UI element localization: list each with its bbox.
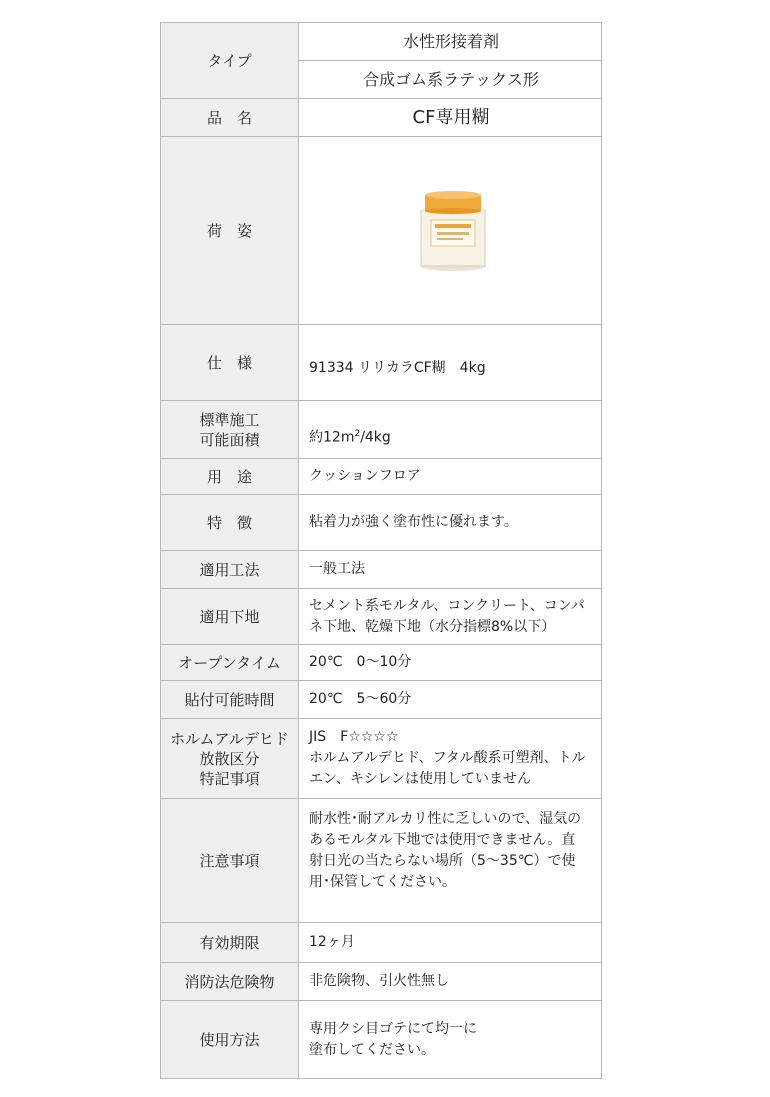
method-label: 適用工法	[161, 551, 299, 589]
feature-label: 特 徴	[161, 495, 299, 551]
formaldehyde-label-line3: 特記事項	[199, 769, 260, 788]
table-row	[161, 923, 602, 963]
table-row	[161, 551, 602, 589]
caution-value-line2: あるモルタル下地では使用できません。直	[309, 832, 576, 848]
table-row	[161, 401, 602, 459]
table-row	[161, 1001, 602, 1079]
caution-value-line1: 耐水性･耐アルカリ性に乏しいので、湿気の	[309, 811, 582, 827]
table-row	[161, 325, 602, 401]
table-row	[161, 589, 602, 645]
package-label: 荷 姿	[161, 137, 299, 325]
coverage-value	[299, 401, 602, 459]
usage-value: クッションフロア	[299, 459, 602, 495]
substrate-label: 適用下地	[161, 589, 299, 645]
table-row	[161, 495, 602, 551]
formaldehyde-value-line1: JIS F☆☆☆☆	[309, 729, 399, 745]
spec-label: 仕 様	[161, 325, 299, 401]
caution-value-line3: 射日光の当たらない場所（5〜35℃）で使	[309, 853, 576, 869]
table-row	[161, 459, 602, 495]
expiry-label: 有効期限	[161, 923, 299, 963]
table-row	[161, 645, 602, 681]
caution-value	[299, 799, 602, 923]
coverage-value-sup: 2	[354, 429, 361, 440]
table-row	[161, 23, 602, 61]
table-row	[161, 99, 602, 137]
adhesive-bucket-icon	[419, 190, 487, 272]
formaldehyde-label	[161, 719, 299, 799]
table-row	[161, 719, 602, 799]
how-to-use-value	[299, 1001, 602, 1079]
substrate-value-line1: セメント系モルタル、コンクリート、コンパ	[309, 597, 585, 614]
type-value-2: 合成ゴム系ラテックス形	[299, 61, 602, 99]
method-value: 一般工法	[299, 551, 602, 589]
coverage-value-suffix: /4kg	[360, 429, 391, 446]
usage-label: 用 途	[161, 459, 299, 495]
substrate-value	[299, 589, 602, 645]
adhesive-container-image	[299, 138, 601, 324]
package-image-cell	[299, 137, 602, 325]
type-label: タイプ	[161, 23, 299, 99]
bond-time-label: 貼付可能時間	[161, 681, 299, 719]
name-value: CF専用糊	[299, 99, 602, 137]
formaldehyde-value	[299, 719, 602, 799]
spec-value: 91334 リリカラCF糊 4kg	[299, 325, 602, 401]
formaldehyde-value-line2: ホルムアルデヒド、フタル酸系可塑剤、トル	[309, 750, 586, 766]
table-row	[161, 681, 602, 719]
name-label: 品 名	[161, 99, 299, 137]
open-time-label: オープンタイム	[161, 645, 299, 681]
product-spec-table	[160, 22, 602, 1079]
how-to-use-label: 使用方法	[161, 1001, 299, 1079]
type-value-1: 水性形接着剤	[299, 23, 602, 61]
coverage-label	[161, 401, 299, 459]
coverage-label-line2: 可能面積	[199, 430, 260, 449]
expiry-value: 12ヶ月	[299, 923, 602, 963]
table-row	[161, 799, 602, 923]
feature-value: 粘着力が強く塗布性に優れます。	[299, 495, 602, 551]
open-time-value: 20℃ 0〜10分	[299, 645, 602, 681]
fire-law-label: 消防法危険物	[161, 963, 299, 1001]
substrate-value-line2: ネ下地、乾燥下地（水分指標8%以下）	[309, 618, 556, 635]
formaldehyde-label-line1: ホルムアルデヒド	[170, 729, 289, 748]
formaldehyde-label-line2: 放散区分	[199, 749, 260, 768]
caution-label: 注意事項	[161, 799, 299, 923]
how-to-use-value-line1: 専用クシ目ゴテにて均一に	[309, 1020, 477, 1037]
formaldehyde-value-line3: エン、キシレンは使用していません	[309, 771, 532, 787]
table-row	[161, 137, 602, 325]
bond-time-value: 20℃ 5〜60分	[299, 681, 602, 719]
how-to-use-value-line2: 塗布してください。	[309, 1041, 435, 1058]
fire-law-value: 非危険物、引火性無し	[299, 963, 602, 1001]
coverage-value-prefix: 約12m	[309, 429, 355, 446]
table-row	[161, 963, 602, 1001]
coverage-label-line1: 標準施工	[199, 410, 260, 429]
caution-value-line4: 用･保管してください。	[309, 874, 456, 890]
